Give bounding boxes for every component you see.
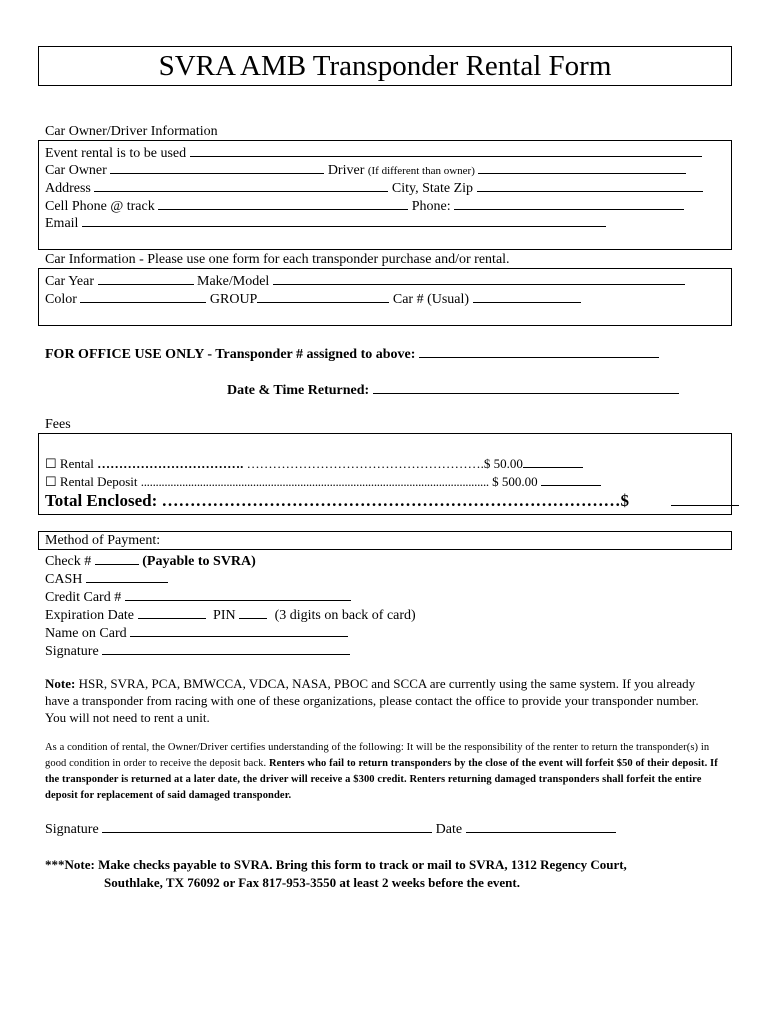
- email-row: [45, 213, 606, 233]
- car-owner-label: Car Owner: [45, 163, 107, 178]
- color-field[interactable]: [80, 289, 206, 303]
- card-row: [45, 587, 351, 607]
- address-field[interactable]: [94, 178, 388, 192]
- car-heading: Car Information - Please use one form for each transponder purchase and/or rental.: [45, 252, 510, 267]
- office-assigned-field[interactable]: [419, 344, 659, 358]
- terms-paragraph: [45, 740, 725, 804]
- terms-plain: As a condition of rental, the Owner/Driver certifies understanding of the following: It will be the responsibility of the renter to return the transponder(s) in good condition in order to receive the deposit back.: [45, 742, 710, 769]
- color-label: Color: [45, 292, 77, 307]
- check-row: [45, 551, 256, 571]
- cash-field[interactable]: [86, 569, 168, 583]
- pin-label: PIN: [213, 608, 236, 623]
- date-field[interactable]: [466, 819, 616, 833]
- deposit-row: [45, 472, 601, 490]
- rental-amount: 50.00: [493, 456, 523, 471]
- event-label: Event rental is to be used: [45, 146, 187, 161]
- office-assigned-label: FOR OFFICE USE ONLY - Transponder # assigned to above:: [45, 347, 416, 362]
- exp-label: Expiration Date: [45, 608, 135, 623]
- total-dots: ………………………………………………………………………$: [161, 491, 630, 510]
- date-label: Date: [435, 822, 463, 837]
- email-label: Email: [45, 216, 79, 231]
- phone-field[interactable]: [454, 196, 684, 210]
- check-note: (Payable to SVRA): [142, 554, 256, 569]
- cell-field[interactable]: [158, 196, 408, 210]
- color-row: [45, 289, 581, 309]
- note-text: HSR, SVRA, PCA, BMWCCA, VDCA, NASA, PBOC and SCCA are currently using the same system. If you already have a transponder from racing with one of these organizations, please contact the office to provide your transponder number. You will not need to rent a unit.: [45, 676, 699, 725]
- make-field[interactable]: [273, 271, 685, 285]
- office-returned-row: [227, 380, 679, 400]
- driver-field[interactable]: [478, 160, 686, 174]
- address-label: Address: [45, 181, 91, 196]
- pin-field[interactable]: [239, 605, 267, 619]
- card-field[interactable]: [125, 587, 351, 601]
- driver-note: (If different than owner): [367, 165, 475, 177]
- owner-row: [45, 160, 686, 180]
- pay-signature-row: [45, 641, 350, 661]
- carno-field[interactable]: [473, 289, 581, 303]
- footer-line1: ***Note: Make checks payable to SVRA. Bring this form to track or mail to SVRA, 1312 Regency Court,: [45, 857, 627, 872]
- page-title: SVRA AMB Transponder Rental Form: [158, 50, 612, 82]
- sign-label: Signature: [45, 822, 99, 837]
- deposit-field[interactable]: [541, 472, 601, 486]
- office-assigned-row: [45, 344, 659, 364]
- group-label: GROUP: [209, 292, 258, 307]
- office-returned-label: Date & Time Returned:: [227, 383, 370, 398]
- total-row: [45, 489, 739, 512]
- rental-label[interactable]: ☐ Rental: [45, 456, 94, 471]
- city-field[interactable]: [477, 178, 703, 192]
- check-label: Check #: [45, 554, 92, 569]
- deposit-label[interactable]: ☐ Rental Deposit: [45, 474, 138, 489]
- exp-row: [45, 605, 416, 625]
- phone-label: Phone:: [411, 199, 451, 214]
- terms-bold: Renters who fail to return transponders by the close of the event will forfeit $50 of their deposit. If the transponder is returned at a later date, the driver will receive a $300 credit. Renters returning damaged transponders shall forfeit the entire deposit for replacement of said damaged transponder.: [45, 758, 718, 801]
- rental-row: [45, 454, 583, 472]
- make-label: Make/Model: [197, 274, 270, 289]
- address-row: [45, 178, 703, 198]
- car-year-row: [45, 271, 685, 291]
- rental-dots: …………………………….: [97, 456, 244, 471]
- group-field[interactable]: [257, 289, 389, 303]
- rental-dots2: ……………………………………………….$: [246, 456, 491, 471]
- cell-label: Cell Phone @ track: [45, 199, 155, 214]
- deposit-amount: $ 500.00: [492, 474, 538, 489]
- check-field[interactable]: [95, 551, 139, 565]
- sign-row: [45, 819, 616, 839]
- title-box: [38, 46, 732, 86]
- total-field[interactable]: [671, 489, 739, 506]
- office-returned-field[interactable]: [373, 380, 679, 394]
- owner-heading: Car Owner/Driver Information: [45, 124, 218, 139]
- car-year-field[interactable]: [98, 271, 194, 285]
- rental-field[interactable]: [523, 454, 583, 468]
- card-label: Credit Card #: [45, 590, 122, 605]
- name-field[interactable]: [130, 623, 348, 637]
- car-year-label: Car Year: [45, 274, 94, 289]
- deposit-dots: ......................................................................................................................: [140, 474, 489, 489]
- note-label: Note:: [45, 676, 76, 691]
- total-label: Total Enclosed:: [45, 491, 158, 510]
- fees-heading: Fees: [45, 417, 71, 432]
- pay-signature-field[interactable]: [102, 641, 350, 655]
- event-field[interactable]: [190, 143, 702, 157]
- pin-note: (3 digits on back of card): [274, 608, 416, 623]
- city-label: City, State Zip: [391, 181, 474, 196]
- carno-label: Car # (Usual): [392, 292, 470, 307]
- pay-signature-label: Signature: [45, 644, 99, 659]
- cash-row: [45, 569, 168, 589]
- cash-label: CASH: [45, 572, 83, 587]
- note-paragraph: [45, 675, 705, 726]
- footer-line2: Southlake, TX 76092 or Fax 817-953-3550 at least 2 weeks before the event.: [104, 875, 520, 890]
- payment-heading: Method of Payment:: [45, 533, 161, 548]
- name-row: [45, 623, 348, 643]
- name-label: Name on Card: [45, 626, 127, 641]
- car-owner-field[interactable]: [110, 160, 324, 174]
- exp-field[interactable]: [138, 605, 206, 619]
- email-field[interactable]: [82, 213, 606, 227]
- driver-label: Driver: [327, 163, 365, 178]
- sign-field[interactable]: [102, 819, 432, 833]
